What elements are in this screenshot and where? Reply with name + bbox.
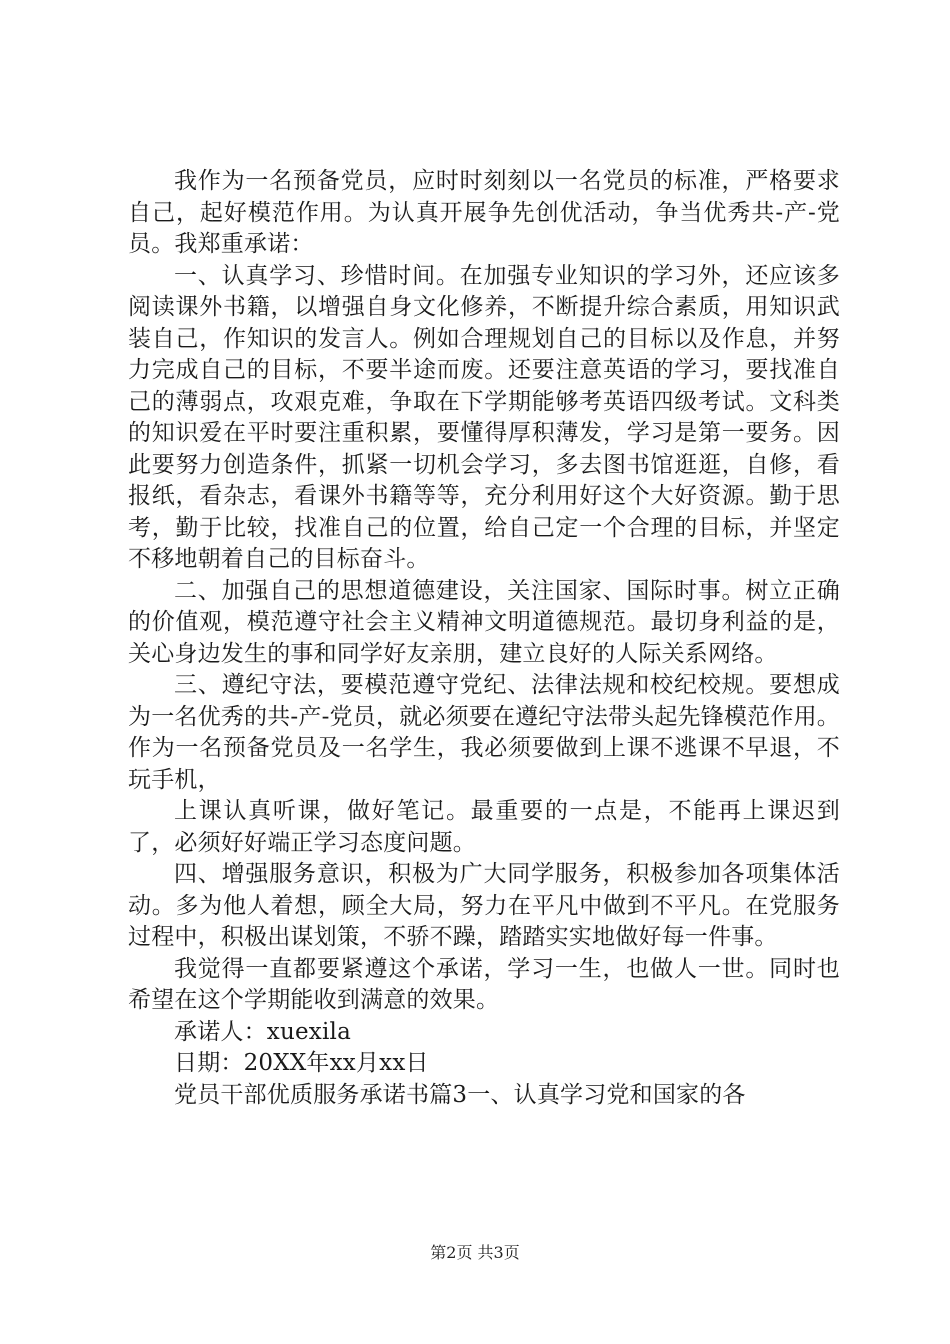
paragraph-pledge-2: 二、加强自己的思想道德建设，关注国家、国际时事。树立正确的价值观，模范遵守社会主义精神文明道德规范。最切身利益的是，关心身边发生的事和同学好友亲朋，建立良好的人际关系网络。 — [128, 577, 840, 667]
paragraph-closing: 我觉得一直都要紧遵这个承诺，学习一生，也做人一世。同时也希望在这个学期能收到满意的效果。 — [128, 955, 840, 1013]
signer-line: 承诺人：xuexila — [174, 1018, 351, 1045]
paragraph-pledge-3: 三、遵纪守法，要模范遵守党纪、法律法规和校纪校规。要想成为一名优秀的共-产-党员，就必须要在遵纪守法带头起先锋模范作用。作为一名预备党员及一名学生，我必须要做到上课不逃课不早退，不玩手机， — [128, 672, 840, 793]
paragraph-intro: 我作为一名预备党员，应时时刻刻以一名党员的标准，严格要求自己，起好模范作用。为认真开展争先创优活动，争当优秀共-产-党员。我郑重承诺： — [128, 168, 840, 257]
page-number-footer: 第2页 共3页 — [430, 1243, 520, 1262]
paragraph-pledge-3-cont: 上课认真听课，做好笔记。最重要的一点是，不能再上课迟到了，必须好好端正学习态度问题。 — [128, 798, 840, 856]
paragraph-pledge-4: 四、增强服务意识，积极为广大同学服务，积极参加各项集体活动。多为他人着想，顾全大局，努力在平凡中做到不平凡。在党服务过程中，积极出谋划策，不骄不躁，踏踏实实地做好每一件事。 — [128, 861, 840, 950]
next-section-line: 党员干部优质服务承诺书篇3一、认真学习党和国家的各 — [174, 1081, 746, 1108]
date-line: 日期：20XX年xx月xx日 — [174, 1050, 429, 1076]
document-body — [128, 166, 840, 1111]
paragraph-pledge-1: 一、认真学习、珍惜时间。在加强专业知识的学习外，还应该多阅读课外书籍，以增强自身文化修养，不断提升综合素质，用知识武装自己，作知识的发言人。例如合理规划自己的目标以及作息，并努力完成自己的目标，不要半途而废。还要注意英语的学习，要找准自己的薄弱点，攻艰克难，争取在下学期能够考英语四级考试。文科类的知识爱在平时要注重积累，要懂得厚积薄发，学习是第一要务。因此要努力创造条件，抓紧一切机会学习，多去图书馆逛逛，自修，看报纸，看杂志，看课外书籍等等，充分利用好这个大好资源。勤于思考，勤于比较，找准自己的位置，给自己定一个合理的目标，并坚定不移地朝着自己的目标奋斗。 — [128, 262, 840, 572]
